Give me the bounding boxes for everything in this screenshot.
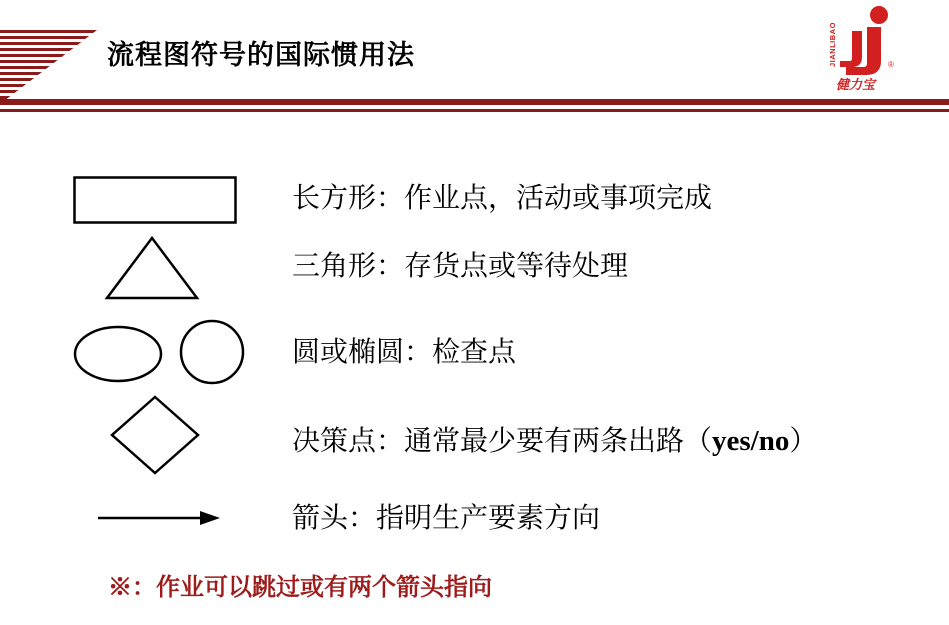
logo-j-mark-front (840, 31, 862, 67)
ellipse-description: 圆或椭圆：检查点 (292, 335, 517, 368)
logo-registered-mark: ® (888, 60, 894, 69)
footnote: ※：作业可以跳过或有两个箭头指向 (108, 572, 492, 601)
logo-brand-script: 健力宝 (836, 78, 876, 93)
circle-symbol (179, 319, 245, 385)
jianlibao-logo (826, 5, 902, 95)
page-title: 流程图符号的国际惯用法 (107, 40, 415, 71)
triangle-symbol (104, 236, 200, 300)
diamond-description-end: ） (789, 424, 818, 457)
diamond-symbol (110, 395, 200, 475)
arrow-description: 箭头：指明生产要素方向 (292, 501, 601, 534)
logo-red-dot (870, 6, 888, 24)
diamond-description-main: 决策点：通常最少要有两条出路（ (292, 424, 713, 457)
arrow-symbol (96, 507, 222, 529)
logo-side-text: JIANLIBAO (828, 22, 837, 67)
diamond-description (292, 421, 817, 461)
yes-no-label: yes/no (712, 425, 790, 457)
logo-j-mark-back (846, 27, 881, 75)
striped-header-wedge (0, 30, 97, 104)
rectangle-symbol (73, 176, 237, 224)
header-rule-top (0, 99, 949, 105)
ellipse-symbol (73, 325, 163, 383)
rectangle-description: 长方形：作业点，活动或事项完成 (292, 181, 713, 214)
triangle-description: 三角形：存货点或等待处理 (292, 249, 629, 282)
header-rule-bottom (0, 109, 949, 112)
